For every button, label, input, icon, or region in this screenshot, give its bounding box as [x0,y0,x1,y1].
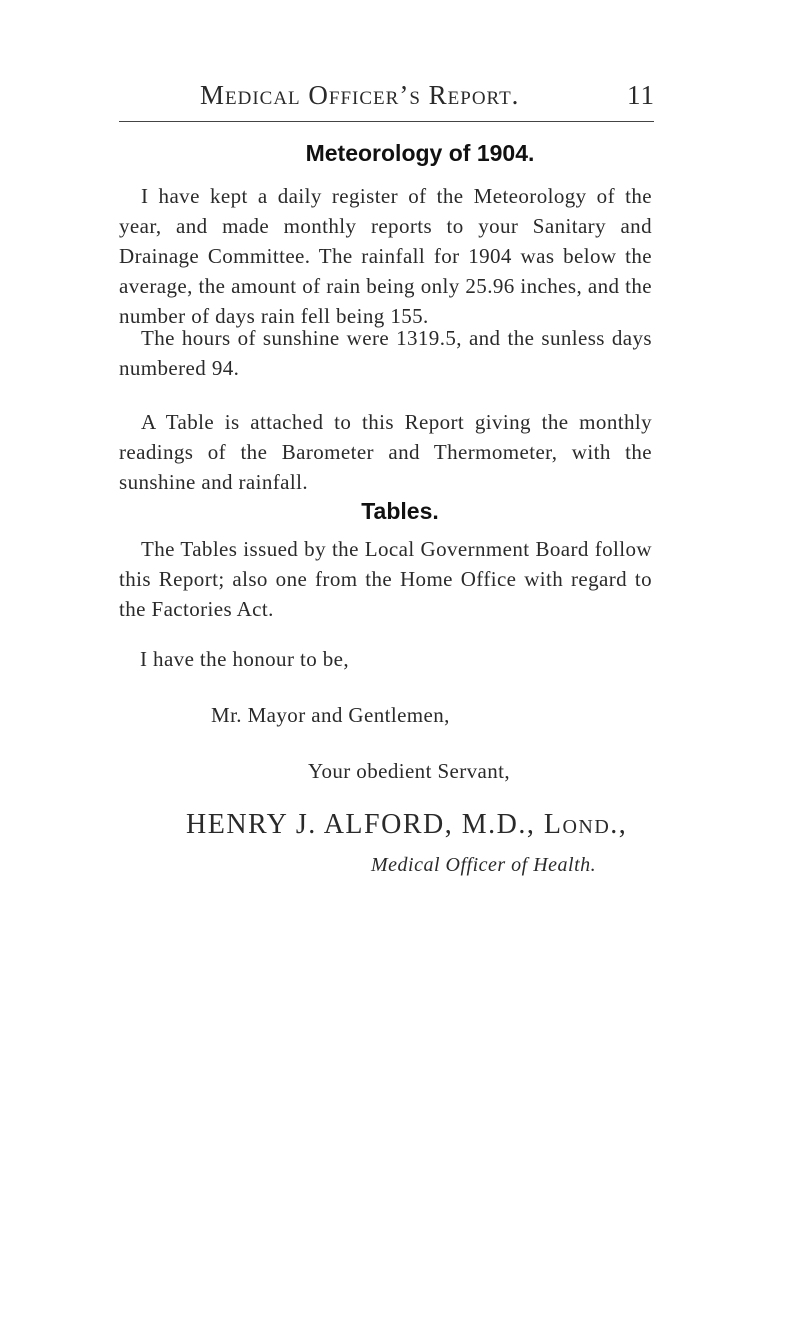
header-rule [119,121,654,122]
closing-line-servant: Your obedient Servant, [308,759,511,783]
paragraph-tables [119,534,652,624]
signature-name-text: HENRY J. ALFORD, M.D., [186,809,544,840]
paragraph-sunshine [119,323,652,383]
section-heading-meteorology: Meteorology of 1904. [305,140,535,166]
running-header [200,80,655,120]
paragraph-table-attached [119,407,652,497]
paragraph-meteorology-register [119,181,652,331]
section-heading-tables: Tables. [361,498,439,524]
page-number: 11 [627,80,655,110]
running-title: Medical Officer’s Report. [200,80,520,110]
paragraph-text: The hours of sunshine were 1319.5, and the sunless days numbered 94. [119,326,652,380]
paragraph-text: I have kept a daily register of the Meteorology of the year, and made monthly reports to your Sanitary and Drainage Committee. The rainfall for 1904 was below the average, the amount of rain being only 25.96 inches, and the number of days rain fell being 155. [119,184,652,328]
signature-name [186,809,627,841]
signature-degree: Lond., [543,809,628,840]
paragraph-text: The Tables issued by the Local Government Board follow this Report; also one from the Home Office with regard to the Factories Act. [119,537,652,621]
closing-line-salutation: Mr. Mayor and Gentlemen, [211,703,450,727]
closing-line-honour: I have the honour to be, [140,647,350,671]
signature-title: Medical Officer of Health. [371,854,597,876]
paragraph-text: A Table is attached to this Report giving the monthly readings of the Barometer and Thermometer, with the sunshine and rainfall. [119,410,652,494]
